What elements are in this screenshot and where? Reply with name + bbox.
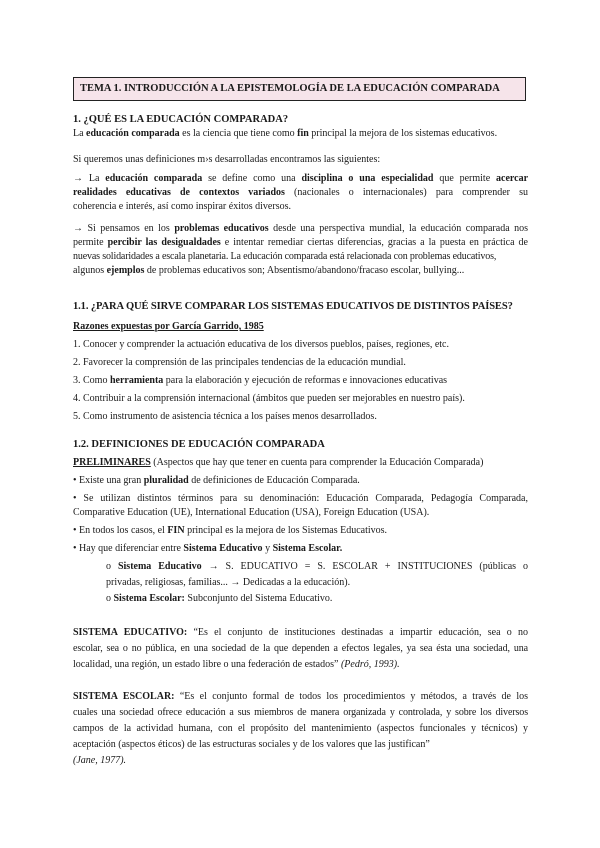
sistema-escolar-definition-line-4: aceptación (aspectos éticos) de las estructuras sociales y de los valores que las justifican” [73, 739, 430, 750]
sistema-escolar-definition-line-1: SISTEMA ESCOLAR: “Es el conjunto formal de todos los procedimientos y métodos, a través de los [73, 691, 529, 702]
bullet-2-line-4: algunos ejemplos de problemas educativos son; Absentismo/abandono/fracaso escolar, bullying... [73, 265, 465, 276]
list-item: 2. Favorecer la comprensión de las principales tendencias de la educación mundial. [73, 357, 406, 368]
bullet-item: • Existe una gran pluralidad de definiciones de Educación Comparada. [73, 475, 360, 486]
bullet-1-line-2: realidades educativas de contextos variados (nacionales o internacionales) para comprender su [73, 187, 528, 198]
sistema-educativo-definition-line-1: SISTEMA EDUCATIVO: “Es el conjunto de instituciones destinadas a impartir educación, sea o no [73, 627, 529, 638]
document-title: TEMA 1. INTRODUCCIÓN A LA EPISTEMOLOGÍA DE LA EDUCACIÓN COMPARADA [73, 77, 526, 101]
paragraph-definition: La educación comparada es la ciencia que tiene como fin principal la mejora de los sistemas educativos. [73, 128, 498, 139]
bullet-2-line-2: permite percibir las desigualdades e intentar remediar ciertas diferencias, gracias a la puesta en práctica de [73, 237, 528, 248]
list-item: 5. Como instrumento de asistencia técnica a los países menos desarrollados. [73, 411, 377, 422]
sistema-educativo-definition-line-3: localidad, una región, un estado libre o una federación de estados” (Pedró, 1993). [73, 659, 400, 670]
sub-bullet-continuation: privadas, religiosas, familias... → Dedicadas a la educación). [106, 577, 351, 588]
bullet-item-continuation: Comparative Education (UE), International Education (USA), Foreign Education (USA). [73, 507, 430, 518]
section-heading-1-2: 1.2. DEFINICIONES DE EDUCACIÓN COMPARADA [73, 439, 325, 450]
section-heading-1: 1. ¿QUÉ ES LA EDUCACIÓN COMPARADA? [73, 114, 289, 125]
bullet-item: • En todos los casos, el FIN principal es la mejora de los Sistemas Educativos. [73, 525, 388, 536]
bullet-item: • Hay que diferenciar entre Sistema Educativo y Sistema Escolar. [73, 543, 343, 554]
bullet-1-line-1: → La educación comparada se define como una disciplina o una especialidad que permite acercar [73, 173, 529, 184]
sistema-escolar-definition-line-2: cuales una sociedad ofrece educación a sus miembros de manera organizada y controlada, y sobre los diversos [73, 707, 528, 718]
list-item: 3. Como herramienta para la elaboración y ejecución de reformas e innovaciones educativas [73, 375, 448, 386]
sistema-educativo-definition-line-2: escolar, sea o no pública, en una sociedad de la que dependen a efectos legales, ya sea ésta una sociedad, una [73, 643, 528, 654]
sistema-escolar-definition-line-3: campos de la actividad humana, con el propósito del mantenimiento (aspectos funcionales y técnicos) y [73, 723, 528, 734]
paragraph-intro: Si queremos unas definiciones m›s desarrolladas encontramos las siguientes: [73, 154, 381, 165]
bullet-item: • Se utilizan distintos términos para su denominación: Educación Comparada, Pedagogía Comparada, [73, 493, 528, 504]
bullet-2-line-3: nuevas solidaridades a escala planetaria. La educación comparada está relacionada con problemas educativos, [73, 251, 497, 262]
subheading-garcia-garrido: Razones expuestas por García Garrido, 1985 [73, 321, 264, 332]
sub-bullet-sistema-escolar: o Sistema Escolar: Subconjunto del Sistema Educativo. [106, 593, 333, 604]
bullet-2-line-1: → Si pensamos en los problemas educativos desde una perspectiva mundial, la educación comparada nos [73, 223, 529, 234]
sub-bullet-sistema-educativo: o Sistema Educativo → S. EDUCATIVO = S. ESCOLAR + INSTITUCIONES (públicas o [106, 561, 529, 572]
preliminares-line: PRELIMINARES (Aspectos que hay que tener en cuenta para comprender la Educación Comparada) [73, 457, 484, 468]
list-item: 4. Contribuir a la comprensión internacional (ámbitos que pueden ser mejorables en nuestro país). [73, 393, 465, 404]
list-item: 1. Conocer y comprender la actuación educativa de los diversos pueblos, países, regiones, etc. [73, 339, 449, 350]
bullet-1-line-3: coherencia e interés, así como inspirar éxitos diversos. [73, 201, 291, 212]
citation: (Jane, 1977). [73, 755, 127, 766]
section-heading-1-1: 1.1. ¿PARA QUÉ SIRVE COMPARAR LOS SISTEMAS EDUCATIVOS DE DISTINTOS PAÍSES? [73, 301, 513, 312]
